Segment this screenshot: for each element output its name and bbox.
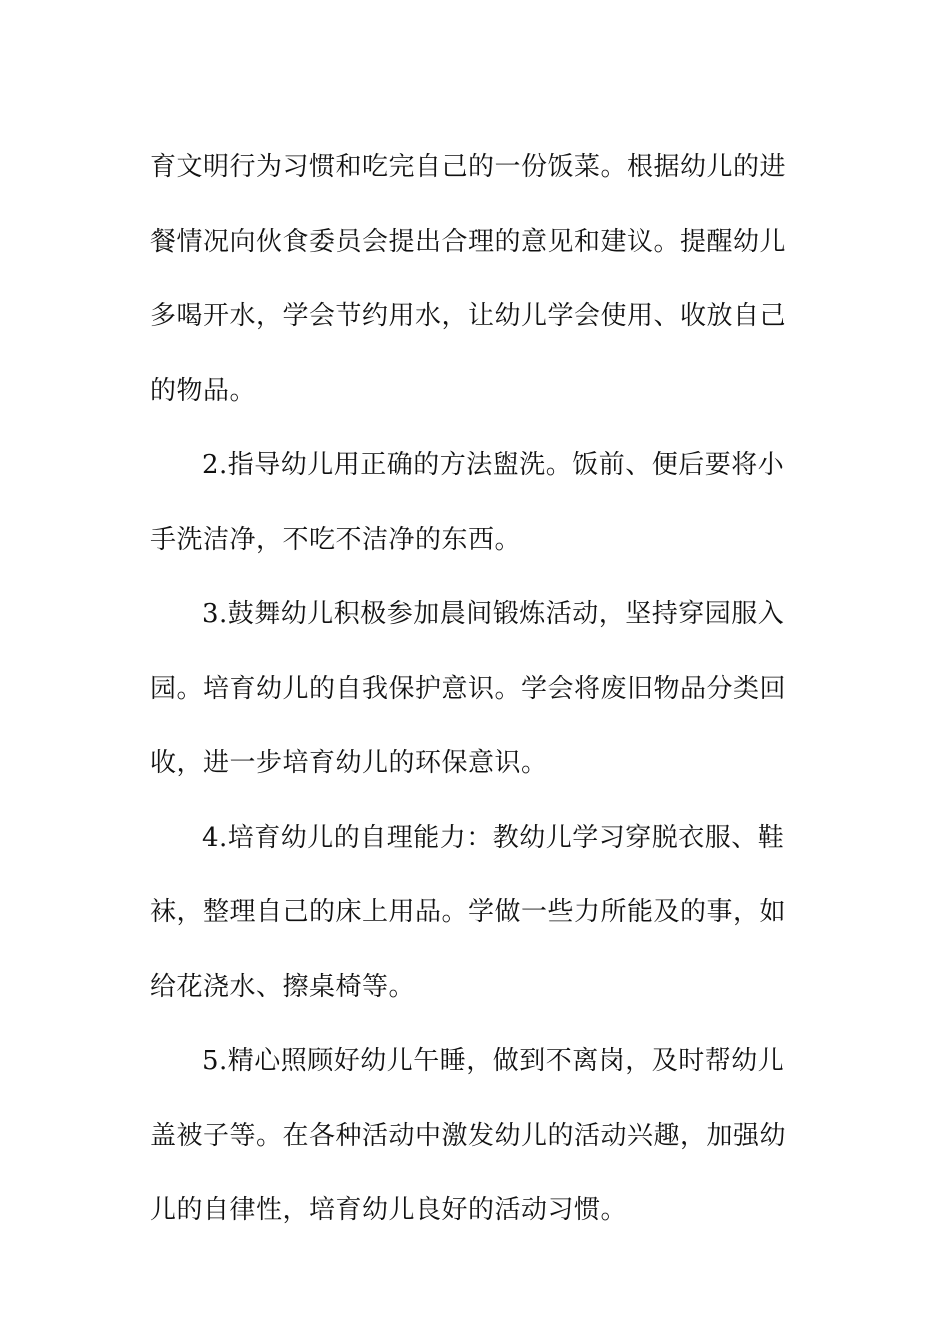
paragraph-item-4: 4.培育幼儿的自理能力：教幼儿学习穿脱衣服、鞋袜，整理自己的床上用品。学做一些力所能及的事，如给花浇水、擦桌椅等。	[150, 822, 787, 1002]
paragraph-item-2: 2.指导幼儿用正确的方法盥洗。饭前、便后要将小手洗洁净，不吃不洁净的东西。	[150, 450, 785, 555]
document-body	[150, 130, 800, 1248]
paragraph-continuation: 育文明行为习惯和吃完自己的一份饭菜。根据幼儿的进餐情况向伙食委员会提出合理的意见和建议。提醒幼儿多喝开水，学会节约用水，让幼儿学会使用、收放自己的物品。	[150, 152, 787, 406]
paragraph-item-5: 5.精心照顾好幼儿午睡，做到不离岗，及时帮幼儿盖被子等。在各种活动中激发幼儿的活动兴趣，加强幼儿的自律性，培育幼儿良好的活动习惯。	[150, 1046, 787, 1225]
paragraph-item-3: 3.鼓舞幼儿积极参加晨间锻炼活动，坚持穿园服入园。培育幼儿的自我保护意识。学会将废旧物品分类回收，进一步培育幼儿的环保意识。	[150, 599, 787, 778]
